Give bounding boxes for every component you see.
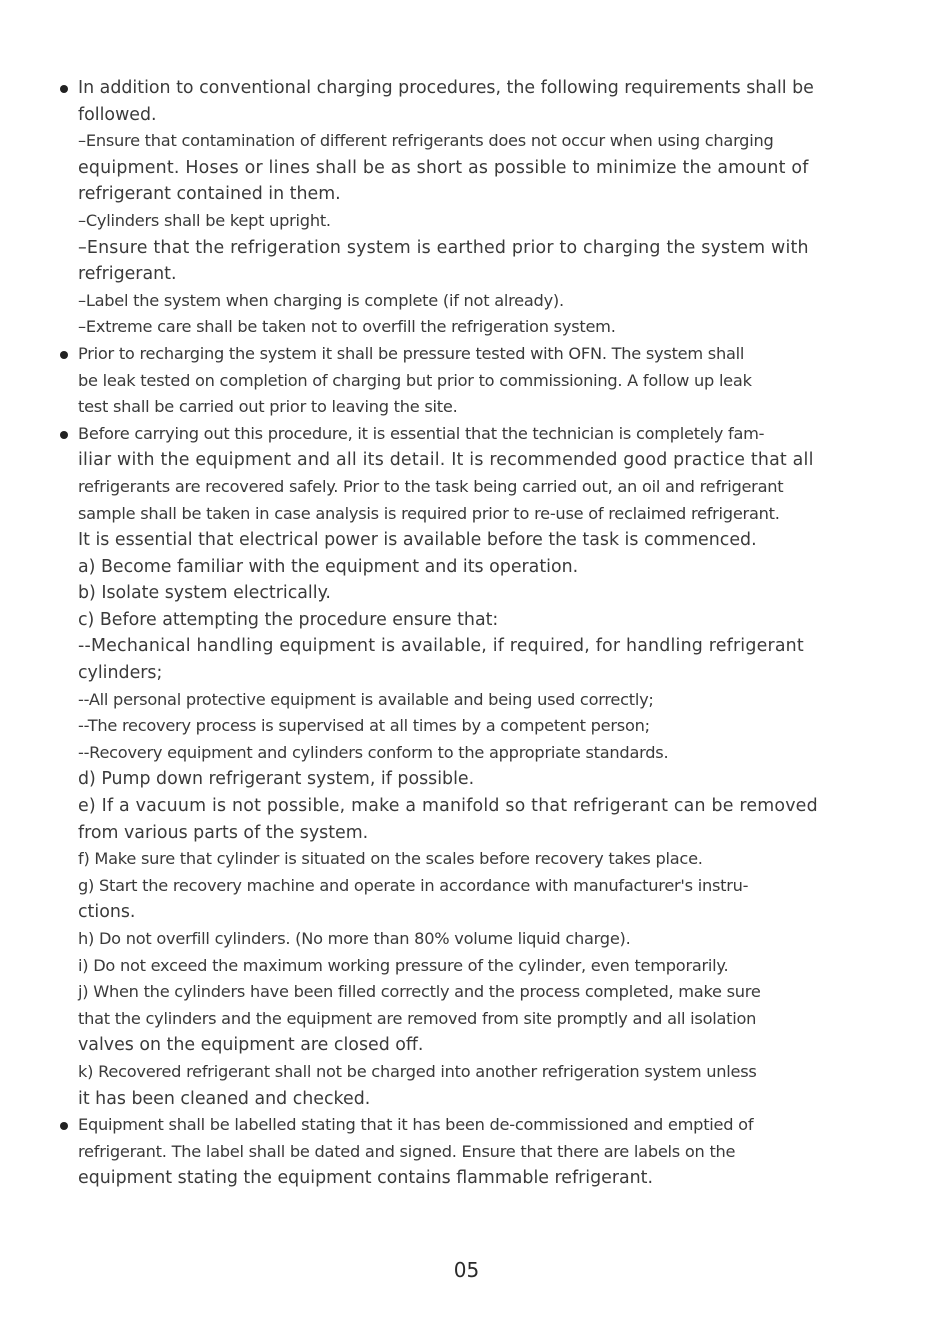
text-line: --All personal protective equipment is available and being used correctly;	[78, 689, 654, 709]
text-line: --Mechanical handling equipment is available, if required, for handling refrigerant	[78, 636, 804, 657]
text-line: be leak tested on completion of charging but prior to commissioning. A follow up leak	[78, 370, 752, 390]
text-row	[60, 501, 880, 528]
bullet-item-recharging	[60, 341, 880, 368]
text-row	[60, 607, 880, 634]
bullet-dot-icon	[60, 431, 68, 439]
text-line: c) Before attempting the procedure ensure that:	[78, 609, 499, 630]
text-line: –Label the system when charging is complete (if not already).	[78, 290, 564, 310]
text-row	[60, 926, 880, 953]
page-number: 05	[453, 1258, 480, 1282]
text-line: e) If a vacuum is not possible, make a manifold so that refrigerant can be removed	[78, 796, 818, 817]
text-line: –Cylinders shall be kept upright.	[78, 210, 331, 230]
text-row	[60, 820, 880, 847]
text-row	[60, 1032, 880, 1059]
text-row	[60, 208, 880, 235]
text-line: –Extreme care shall be taken not to overfill the refrigeration system.	[78, 317, 616, 337]
text-line: equipment stating the equipment contains flammable refrigerant.	[78, 1168, 653, 1189]
text-row	[60, 846, 880, 873]
bullet-dot-icon	[60, 85, 68, 93]
bullet-item-labelling	[60, 1112, 880, 1139]
text-row	[60, 1086, 880, 1113]
text-row	[60, 1006, 880, 1033]
text-row	[60, 1059, 880, 1086]
text-row	[60, 740, 880, 767]
text-row	[60, 394, 880, 421]
text-line: followed.	[78, 104, 157, 125]
text-line: d) Pump down refrigerant system, if possible.	[78, 769, 475, 790]
text-row	[60, 527, 880, 554]
text-line: that the cylinders and the equipment are removed from site promptly and all isolation	[78, 1008, 757, 1028]
text-line: Prior to recharging the system it shall be pressure tested with OFN. The system shall	[78, 343, 745, 363]
text-row	[60, 235, 880, 262]
text-line: valves on the equipment are closed off.	[78, 1035, 424, 1056]
text-row	[60, 953, 880, 980]
document-body	[60, 75, 880, 1192]
text-line: iliar with the equipment and all its detail. It is recommended good practice that all	[78, 450, 814, 471]
text-line: h) Do not overfill cylinders. (No more than 80% volume liquid charge).	[78, 929, 631, 948]
text-row	[60, 368, 880, 395]
text-line: i) Do not exceed the maximum working pressure of the cylinder, even temporarily.	[78, 955, 729, 975]
text-row	[60, 288, 880, 315]
text-line: –Ensure that the refrigeration system is earthed prior to charging the system with	[78, 237, 809, 258]
text-line: refrigerant contained in them.	[78, 184, 341, 205]
text-line: --The recovery process is supervised at all times by a competent person;	[78, 716, 650, 736]
text-line: from various parts of the system.	[78, 822, 369, 843]
text-row	[60, 155, 880, 182]
text-line: k) Recovered refrigerant shall not be charged into another refrigeration system unless	[78, 1061, 757, 1081]
text-row	[60, 580, 880, 607]
text-row	[60, 766, 880, 793]
text-line: –Ensure that contamination of different refrigerants does not occur when using charging	[78, 131, 774, 151]
text-line: b) Isolate system electrically.	[78, 583, 331, 604]
text-line: --Recovery equipment and cylinders conform to the appropriate standards.	[78, 742, 669, 762]
text-line: In addition to conventional charging procedures, the following requirements shall be	[78, 78, 814, 98]
text-row	[60, 128, 880, 155]
text-line: f) Make sure that cylinder is situated on the scales before recovery takes place.	[78, 849, 703, 869]
text-row	[60, 447, 880, 474]
text-row	[60, 102, 880, 129]
text-row	[60, 873, 880, 900]
text-line: refrigerants are recovered safely. Prior to the task being carried out, an oil and refrigerant	[78, 476, 784, 496]
text-row	[60, 261, 880, 288]
bullet-item-recovery	[60, 421, 880, 448]
text-line: j) When the cylinders have been filled correctly and the process completed, make sure	[78, 982, 761, 1002]
text-row	[60, 633, 880, 660]
text-line: a) Become familiar with the equipment and its operation.	[78, 556, 579, 577]
text-row	[60, 1165, 880, 1192]
text-line: refrigerant.	[78, 264, 177, 285]
text-line: it has been cleaned and checked.	[78, 1088, 371, 1109]
bullet-item-charging	[60, 75, 880, 102]
text-line: cylinders;	[78, 663, 163, 684]
text-row	[60, 793, 880, 820]
text-line: test shall be carried out prior to leaving the site.	[78, 397, 458, 417]
text-row	[60, 979, 880, 1006]
text-row	[60, 660, 880, 687]
text-line: It is essential that electrical power is available before the task is commenced.	[78, 530, 757, 551]
text-row	[60, 554, 880, 581]
bullet-dot-icon	[60, 1122, 68, 1130]
text-row	[60, 899, 880, 926]
text-row	[60, 181, 880, 208]
text-line: ctions.	[78, 902, 136, 923]
text-line: Equipment shall be labelled stating that it has been de-commissioned and emptied of	[78, 1115, 754, 1135]
text-row	[60, 713, 880, 740]
text-row	[60, 1139, 880, 1166]
text-line: sample shall be taken in case analysis is required prior to re-use of reclaimed refrigerant.	[78, 503, 780, 523]
text-line: Before carrying out this procedure, it is essential that the technician is completely fam-	[78, 423, 765, 443]
text-line: refrigerant. The label shall be dated and signed. Ensure that there are labels on the	[78, 1141, 736, 1161]
text-line: equipment. Hoses or lines shall be as short as possible to minimize the amount of	[78, 157, 809, 178]
text-row	[60, 314, 880, 341]
text-row	[60, 687, 880, 714]
text-line: g) Start the recovery machine and operate in accordance with manufacturer's instru-	[78, 875, 749, 895]
bullet-dot-icon	[60, 351, 68, 359]
text-row	[60, 474, 880, 501]
